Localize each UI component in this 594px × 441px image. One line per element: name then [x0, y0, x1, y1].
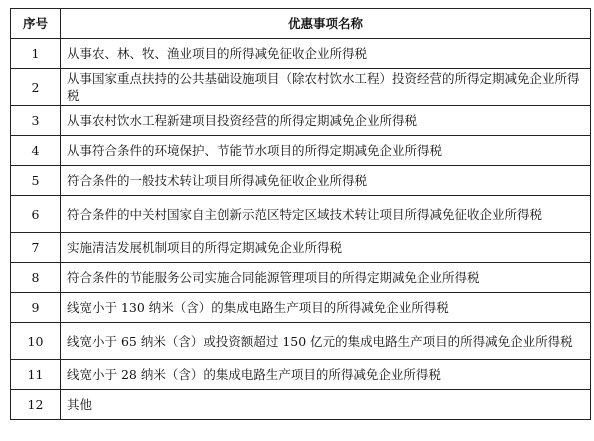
row-incentive-name: 符合条件的节能服务公司实施合同能源管理项目的所得定期减免企业所得税	[61, 263, 591, 293]
row-number: 7	[11, 233, 61, 263]
tax-incentive-table	[10, 8, 591, 420]
table-row	[11, 69, 591, 106]
table-row	[11, 106, 591, 136]
row-number: 6	[11, 196, 61, 233]
row-number: 2	[11, 69, 61, 106]
table-row	[11, 196, 591, 233]
row-number: 9	[11, 293, 61, 323]
row-number: 3	[11, 106, 61, 136]
table-row	[11, 136, 591, 166]
row-incentive-name: 从事农、林、牧、渔业项目的所得减免征收企业所得税	[61, 39, 591, 69]
table-row	[11, 39, 591, 69]
row-incentive-name: 线宽小于 130 纳米（含）的集成电路生产项目的所得减免企业所得税	[61, 293, 591, 323]
header-incentive-name: 优惠事项名称	[61, 9, 591, 39]
table-header-row	[11, 9, 591, 39]
row-incentive-name: 其他	[61, 390, 591, 420]
row-incentive-name: 从事符合条件的环境保护、节能节水项目的所得定期减免企业所得税	[61, 136, 591, 166]
row-number: 1	[11, 39, 61, 69]
row-incentive-name: 实施清洁发展机制项目的所得定期减免企业所得税	[61, 233, 591, 263]
row-number: 12	[11, 390, 61, 420]
row-incentive-name: 从事国家重点扶持的公共基础设施项目（除农村饮水工程）投资经营的所得定期减免企业所得税	[61, 69, 591, 106]
row-incentive-name: 线宽小于 65 纳米（含）或投资额超过 150 亿元的集成电路生产项目的所得减免企业所得税	[61, 323, 591, 360]
row-incentive-name: 符合条件的中关村国家自主创新示范区特定区域技术转让项目所得减免征收企业所得税	[61, 196, 591, 233]
table-row	[11, 293, 591, 323]
row-incentive-name: 线宽小于 28 纳米（含）的集成电路生产项目的所得减免企业所得税	[61, 360, 591, 390]
table-row	[11, 233, 591, 263]
row-number: 4	[11, 136, 61, 166]
table-row	[11, 360, 591, 390]
table-row	[11, 323, 591, 360]
row-number: 11	[11, 360, 61, 390]
table-row	[11, 166, 591, 196]
row-incentive-name: 从事农村饮水工程新建项目投资经营的所得定期减免企业所得税	[61, 106, 591, 136]
row-number: 10	[11, 323, 61, 360]
row-incentive-name: 符合条件的一般技术转让项目所得减免征收企业所得税	[61, 166, 591, 196]
table-row	[11, 263, 591, 293]
header-serial-number: 序号	[11, 9, 61, 39]
table-row	[11, 390, 591, 420]
row-number: 5	[11, 166, 61, 196]
tax-incentive-table-container	[10, 8, 590, 420]
row-number: 8	[11, 263, 61, 293]
